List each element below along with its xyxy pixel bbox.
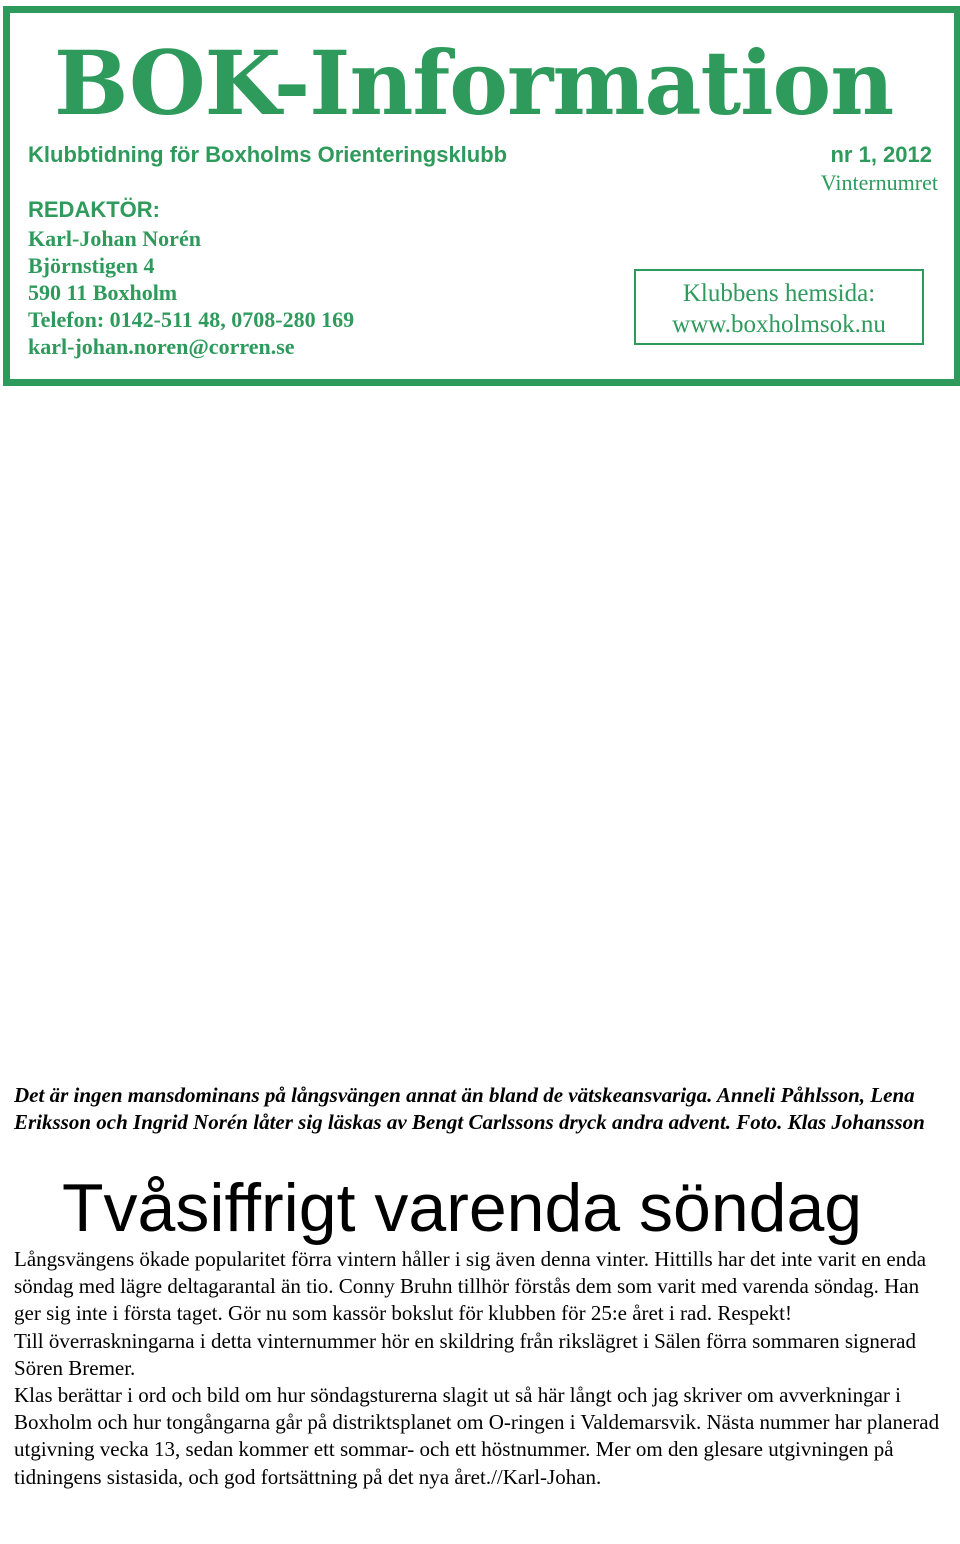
newsletter-subtitle: Klubbtidning för Boxholms Orienteringsklubb [28, 142, 508, 167]
article-paragraph: Till överraskningarna i detta vinternummer hör en skildring från rikslägret i Sälen förra sommaren signerad Sören Bremer. [14, 1328, 916, 1380]
editor-name: Karl-Johan Norén [28, 226, 201, 251]
article-paragraph: Långsvängens ökade popularitet förra vintern håller i sig även denna vinter. Hittills har det inte varit en enda söndag med lägre deltagarantal än tio. Conny Bruhn tillhör förstås dem som varit med varenda söndag. Han ger sig inte i första taget. Gör nu som kassör bokslut för klubben för 25:e året i rad. Respekt! [14, 1247, 927, 1326]
article-paragraph: Klas berättar i ord och bild om hur söndagsturerna slagit ut så här långt och jag skriver om avverkningar i Boxholm och hur tongångarna går på distriktsplanet om O-ringen i Valdemarsvik. Nästa nummer har planerad utgivning vecka 13, sedan kommer ett sommar- och ett höstnummer. Mer om den glesare utgivningen på tidningens sistasida, och god fortsättning på det nya året.//Karl-Johan. [14, 1383, 940, 1489]
photo-credit: Klas Johansson [787, 1110, 925, 1134]
homepage-label: Klubbens hemsida: [682, 280, 876, 307]
homepage-link[interactable]: www.boxholmsok.nu [672, 311, 886, 338]
editor-street: Björnstigen 4 [28, 253, 155, 278]
homepage-box [634, 269, 924, 345]
photo-caption [14, 1082, 944, 1136]
newsletter-title: BOK-Information [54, 31, 894, 135]
editor-contact [28, 225, 354, 360]
editor-email[interactable]: karl-johan.noren@corren.se [28, 334, 295, 359]
article-headline: Tvåsiffrigt varenda söndag [62, 1170, 863, 1246]
article-body [14, 1246, 950, 1491]
editor-phone: Telefon: 0142-511 48, 0708-280 169 [28, 307, 355, 332]
editor-postal: 590 11 Boxholm [28, 280, 178, 305]
masthead-box [3, 6, 960, 386]
editor-heading: REDAKTÖR: [28, 197, 160, 222]
edition-name: Vinternumret [820, 170, 938, 195]
caption-text: Det är ingen mansdominans på långsvängen annat än bland de vätskeansvariga. Anneli Påhlsson, Lena Eriksson och Ingrid Norén låter sig läskas av Bengt Carlssons dryck andra advent. Foto. [14, 1083, 915, 1134]
issue-number: nr 1, 2012 [830, 142, 932, 167]
